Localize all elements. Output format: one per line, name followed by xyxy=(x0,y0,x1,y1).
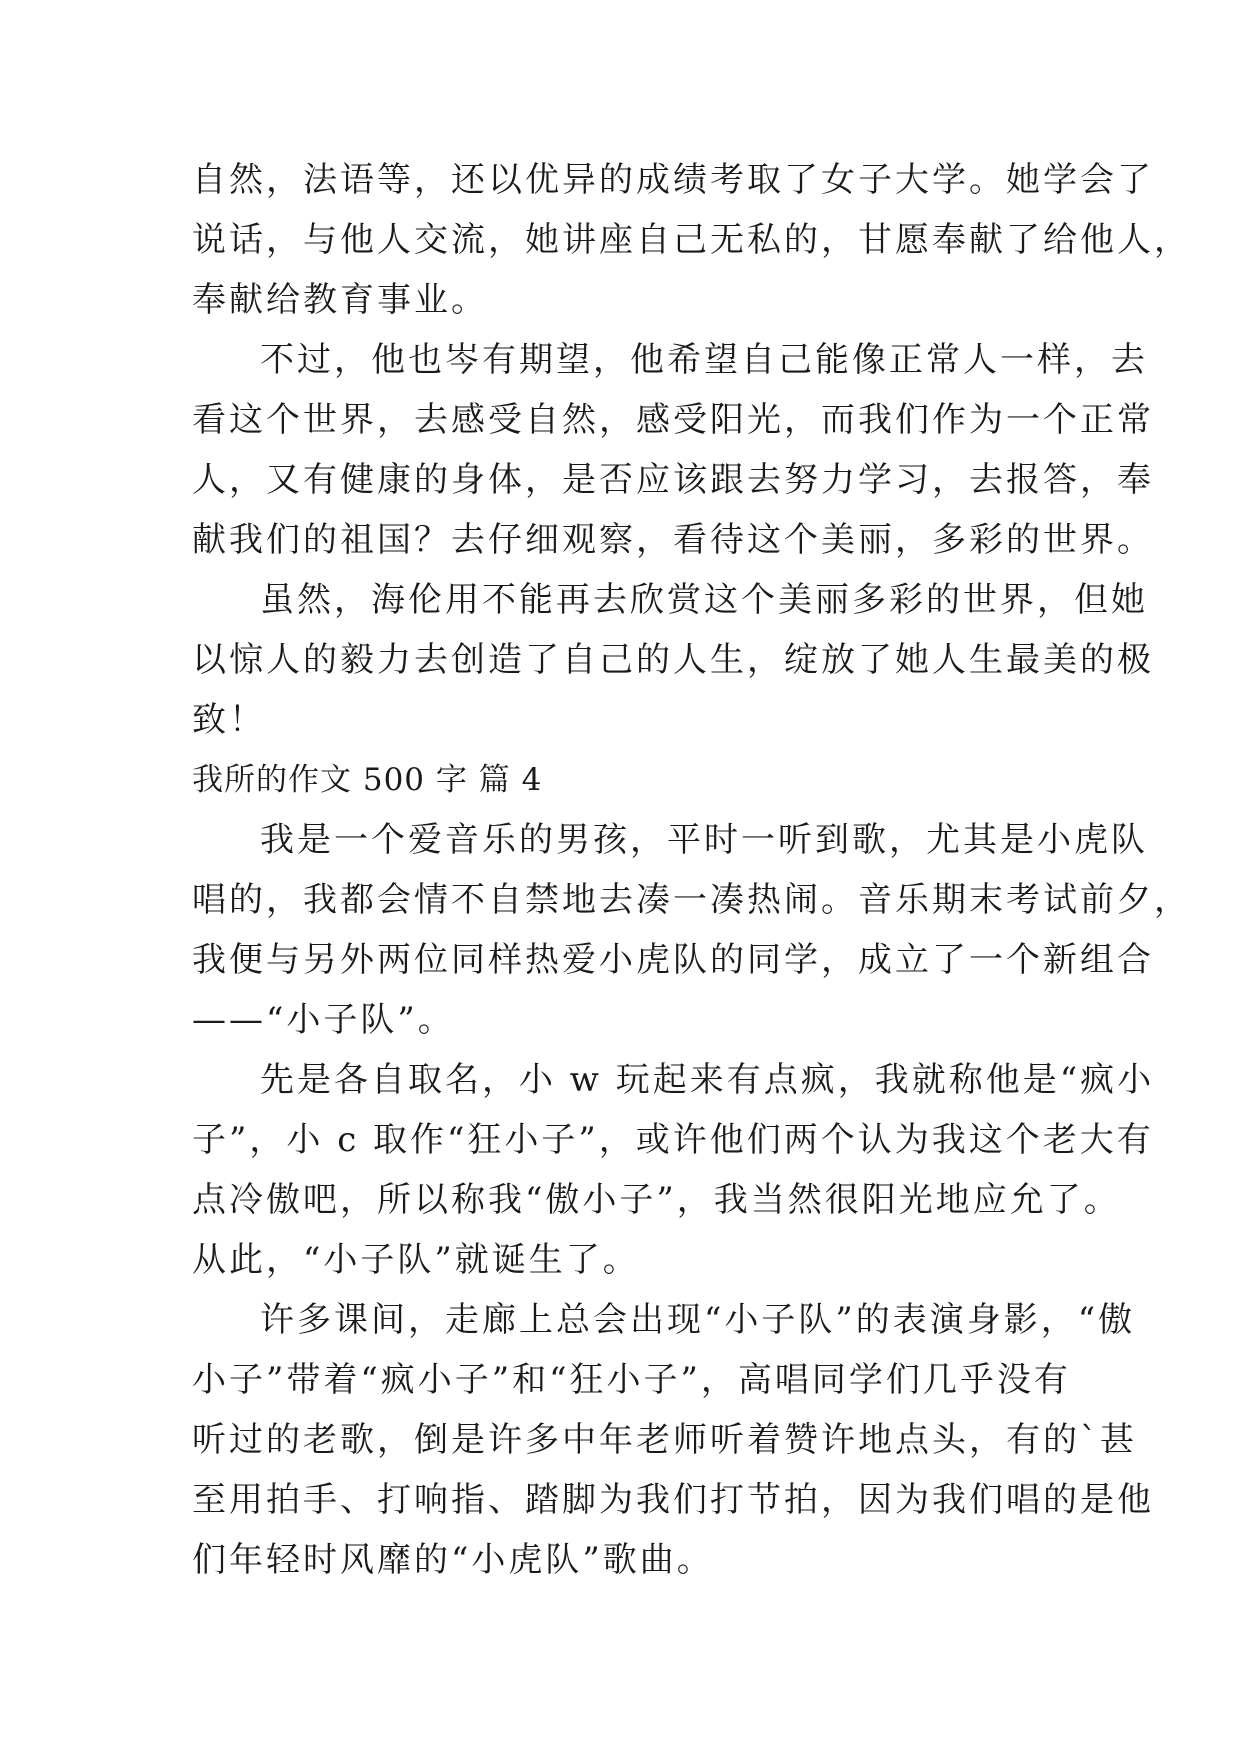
document-page xyxy=(192,150,1191,1590)
text-line: 唱的，我都会情不自禁地去凑一凑热闹。音乐期末考试前夕， xyxy=(192,880,1191,920)
text-line: 看这个世界，去感受自然，感受阳光，而我们作为一个正常 xyxy=(192,400,1154,440)
text-line: 不过，他也岑有期望，他希望自己能像正常人一样，去 xyxy=(260,340,1148,380)
text-line: 许多课间，走廊上总会出现“小子队”的表演身影，“傲 xyxy=(260,1300,1136,1340)
text-line: 我是一个爱音乐的男孩，平时一听到歌，尤其是小虎队 xyxy=(260,820,1148,860)
text-line: 奉献给教育事业。 xyxy=(192,280,488,320)
text-line: 听过的老歌，倒是许多中年老师听着赞许地点头，有的`甚 xyxy=(192,1420,1137,1460)
text-line: 致！ xyxy=(192,700,266,740)
text-line: ——“小子队”。 xyxy=(192,1000,455,1040)
section-heading: 我所的作文 500 字 篇 4 xyxy=(192,762,543,798)
text-line: 说话，与他人交流，她讲座自己无私的，甘愿奉献了给他人， xyxy=(192,220,1191,260)
text-line: 子”，小 c 取作“狂小子”，或许他们两个认为我这个老大有 xyxy=(192,1120,1154,1160)
text-line: 自然，法语等，还以优异的成绩考取了女子大学。她学会了 xyxy=(192,160,1154,200)
text-line: 小子”带着“疯小子”和“狂小子”，高唱同学们几乎没有 xyxy=(192,1360,1071,1400)
text-line: 点冷傲吧，所以称我“傲小子”，我当然很阳光地应允了。 xyxy=(192,1180,1121,1220)
text-line: 虽然，海伦用不能再去欣赏这个美丽多彩的世界，但她 xyxy=(260,580,1148,620)
text-line: 我便与另外两位同样热爱小虎队的同学，成立了一个新组合 xyxy=(192,940,1154,980)
text-line: 献我们的祖国？去仔细观察，看待这个美丽，多彩的世界。 xyxy=(192,520,1154,560)
text-line: 从此，“小子队”就诞生了。 xyxy=(192,1240,640,1280)
text-line: 们年轻时风靡的“小虎队”歌曲。 xyxy=(192,1540,714,1580)
text-line: 人，又有健康的身体，是否应该跟去努力学习，去报答，奉 xyxy=(192,460,1154,500)
text-line: 以惊人的毅力去创造了自己的人生，绽放了她人生最美的极 xyxy=(192,640,1154,680)
text-line: 先是各自取名，小 w 玩起来有点疯，我就称他是“疯小 xyxy=(260,1060,1155,1100)
text-line: 至用拍手、打响指、踏脚为我们打节拍，因为我们唱的是他 xyxy=(192,1480,1154,1520)
